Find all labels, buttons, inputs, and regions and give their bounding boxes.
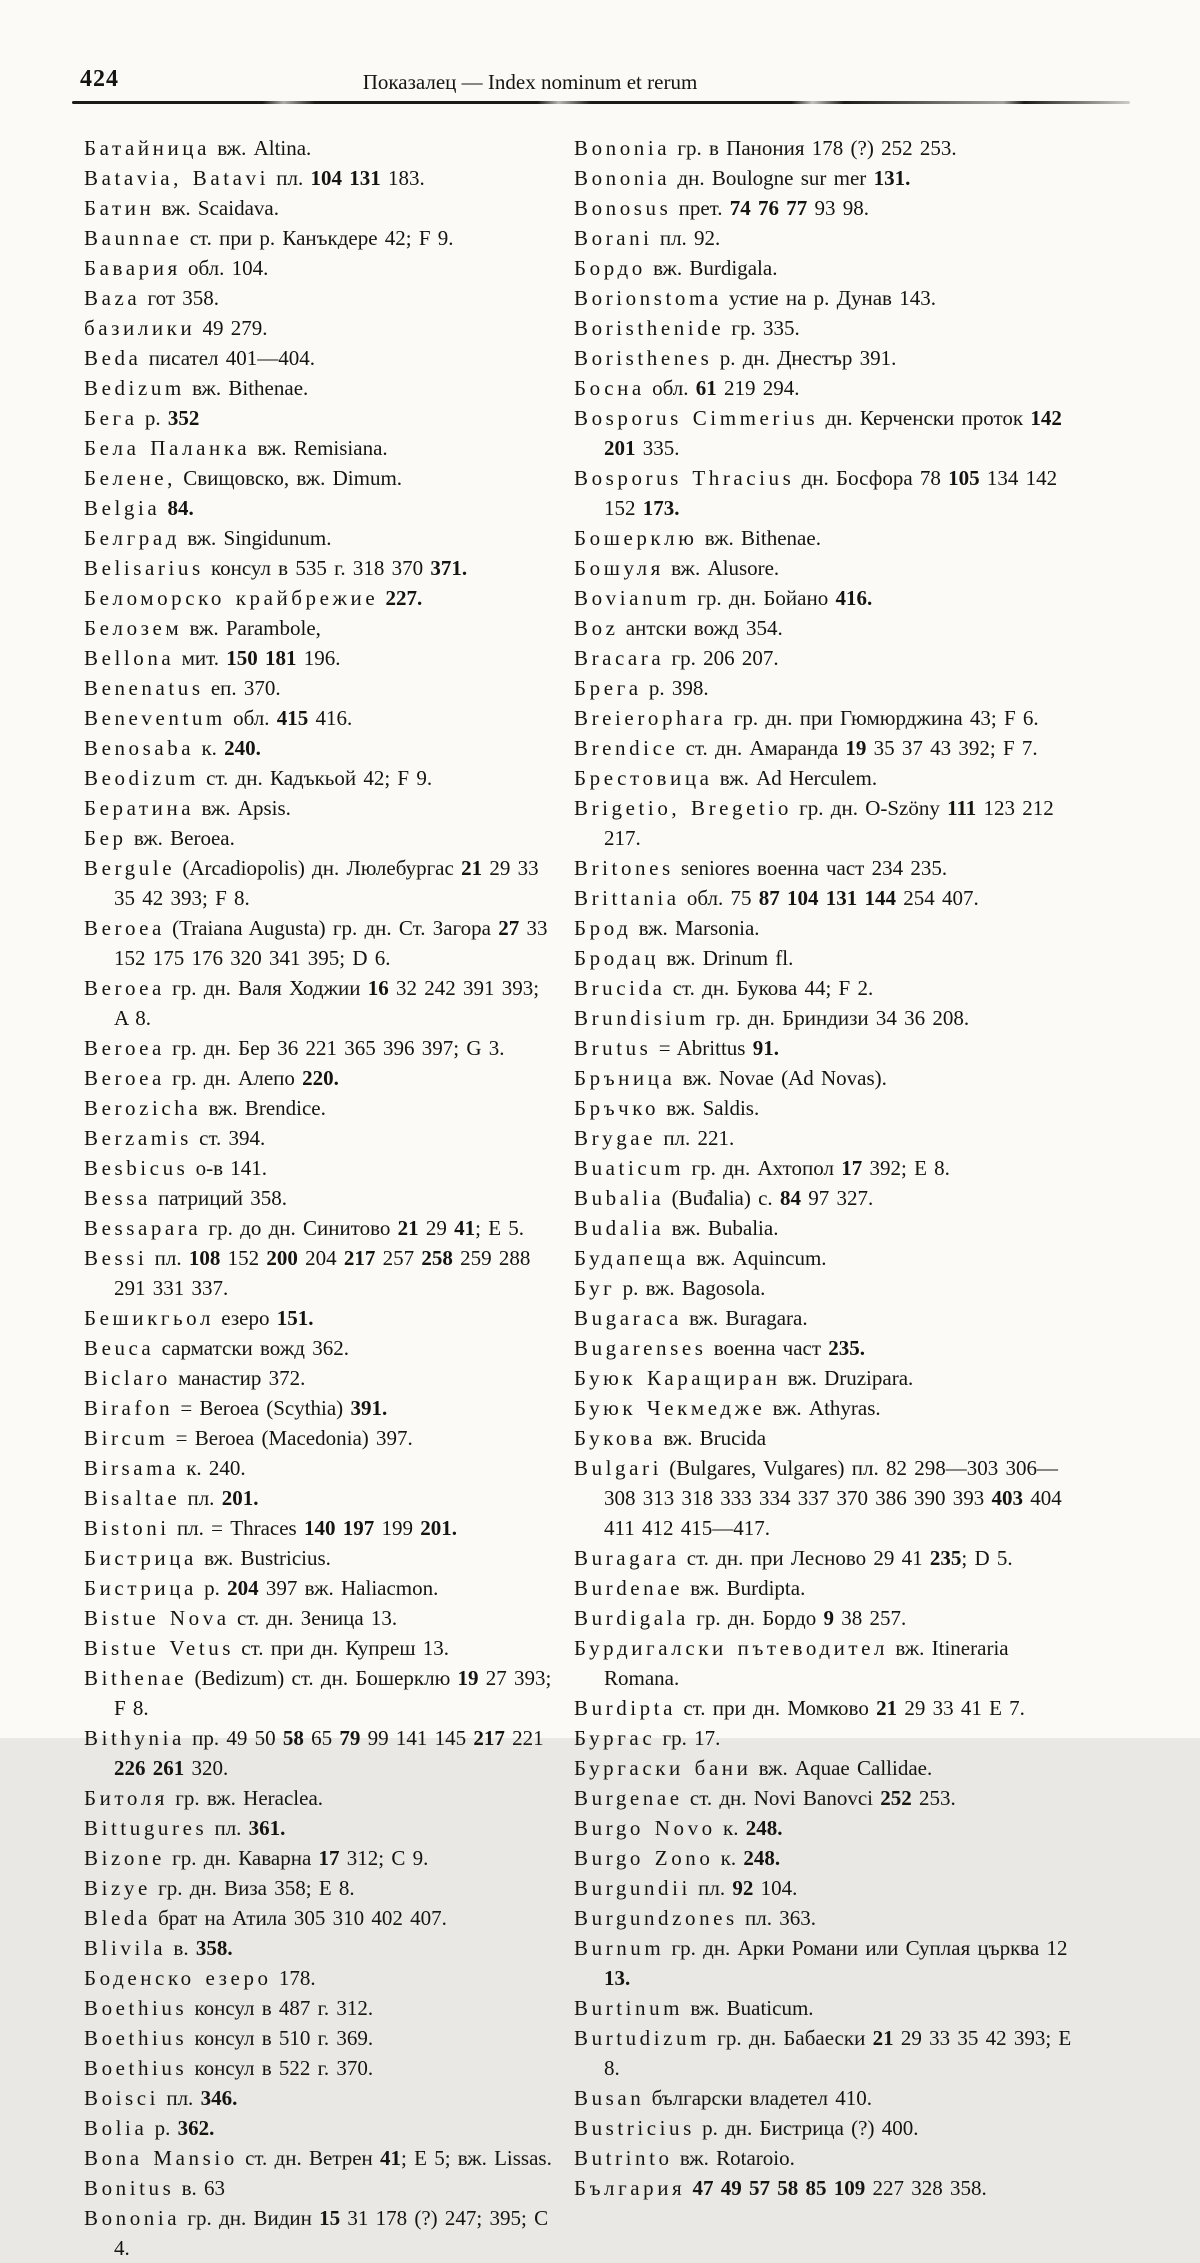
- entry-headword: Батайница: [84, 136, 210, 160]
- index-entry: Брестовица вж. Ad Herculem.: [574, 766, 878, 790]
- entry-headword: Brendice: [574, 736, 679, 760]
- index-entry: Бистрица р. 204 397 вж. Haliacmon.: [84, 1576, 439, 1600]
- index-entry: Буюк Чекмедже вж. Athyras.: [574, 1396, 881, 1420]
- index-entry: Burgo Novo к. 248.: [574, 1816, 783, 1840]
- entry-headword: Bessapara: [84, 1216, 202, 1240]
- entry-headword: България: [574, 2176, 686, 2200]
- index-entry: Бела Паланка вж. Remisiana.: [84, 436, 388, 460]
- index-entry: Boz антски вожд 354.: [574, 616, 783, 640]
- index-entry: Bononia гр. дн. Видин 15 31 178 (?) 247; 395; C 4.: [84, 2206, 549, 2260]
- entry-headword: Бръчко: [574, 1096, 660, 1120]
- entry-headword: Brittania: [574, 886, 680, 910]
- entry-headword: Bononia: [574, 166, 671, 190]
- entry-headword: Burgenae: [574, 1786, 683, 1810]
- entry-headword: Benenatus: [84, 676, 204, 700]
- entry-headword: Burtudizum: [574, 2026, 711, 2050]
- entry-headword: Boz: [574, 616, 619, 640]
- entry-headword: Бератина: [84, 796, 195, 820]
- index-entry: Бръница вж. Novae (Ad Novas).: [574, 1066, 887, 1090]
- index-entry: Beroea (Traiana Augusta) гр. дн. Ст. Загора 27 33 152 175 176 320 341 395; D 6.: [84, 916, 548, 970]
- index-entry: Burgundzones пл. 363.: [574, 1906, 816, 1930]
- index-entry: Буюк Каращиран вж. Druzipara.: [574, 1366, 914, 1390]
- index-entry: Burnum гр. дн. Арки Романи или Суплая църква 12 13.: [574, 1936, 1068, 1990]
- index-entry: Busan български владетел 410.: [574, 2086, 872, 2110]
- entry-headword: Bessi: [84, 1246, 148, 1270]
- entry-headword: Bulgari: [574, 1456, 662, 1480]
- entry-headword: Burgundzones: [574, 1906, 738, 1930]
- index-entry: Бродац вж. Drinum fl.: [574, 946, 794, 970]
- entry-headword: Бистрица: [84, 1546, 197, 1570]
- index-entry: Buaticum гр. дн. Ахтопол 17 392; E 8.: [574, 1156, 950, 1180]
- entry-headword: Bistue Nova: [84, 1606, 230, 1630]
- index-entry: Buragara ст. дн. при Лесново 29 41 235; D 5.: [574, 1546, 1013, 1570]
- index-entry: Босна обл. 61 219 294.: [574, 376, 800, 400]
- index-entry: Berzamis ст. 394.: [84, 1126, 266, 1150]
- index-entry: Butrinto вж. Rotaroio.: [574, 2146, 795, 2170]
- index-entry: Bolia р. 362.: [84, 2116, 215, 2140]
- index-entry: Bonosus прет. 74 76 77 93 98.: [574, 196, 870, 220]
- index-entry: Bugarenses военна част 235.: [574, 1336, 866, 1360]
- index-entry: Bovianum гр. дн. Бойано 416.: [574, 586, 873, 610]
- index-entry: Bedizum вж. Bithenae.: [84, 376, 309, 400]
- index-entry: Beda писател 401—404.: [84, 346, 315, 370]
- index-entry: Brygae пл. 221.: [574, 1126, 735, 1150]
- entry-headword: Бошерклю: [574, 526, 698, 550]
- entry-headword: Burgo Zono: [574, 1846, 714, 1870]
- index-entry: Burgo Zono к. 248.: [574, 1846, 781, 1870]
- entry-headword: Burgundii: [574, 1876, 691, 1900]
- index-entry: Букова вж. Brucida: [574, 1426, 767, 1450]
- index-entry: Bleda брат на Атила 305 310 402 407.: [84, 1906, 447, 1930]
- entry-headword: Buaticum: [574, 1156, 685, 1180]
- entry-headword: Bleda: [84, 1906, 151, 1930]
- index-entry: Bistue Vetus ст. при дн. Купреш 13.: [84, 1636, 450, 1660]
- index-entry: Bugaraca вж. Buragara.: [574, 1306, 808, 1330]
- index-entry: Brigetio, Bregetio гр. дн. O-Szöny 111 123 212 217.: [574, 796, 1054, 850]
- entry-headword: Bovianum: [574, 586, 691, 610]
- entry-headword: Budalia: [574, 1216, 665, 1240]
- index-entry: Бистрица вж. Bustricius.: [84, 1546, 331, 1570]
- index-entry: Bubalia (Buđalia) с. 84 97 327.: [574, 1186, 874, 1210]
- entry-headword: Бега: [84, 406, 138, 430]
- page-number: 424: [80, 66, 119, 92]
- entry-headword: Belgia: [84, 496, 161, 520]
- index-entry: Бешикгьол езеро 151.: [84, 1306, 314, 1330]
- entry-headword: Bittugures: [84, 1816, 208, 1840]
- entry-headword: Burdipta: [574, 1696, 677, 1720]
- index-entry: Белград вж. Singidunum.: [84, 526, 332, 550]
- entry-headword: Boristhenes: [574, 346, 713, 370]
- entry-headword: Benosaba: [84, 736, 195, 760]
- index-entry: Батайница вж. Altina.: [84, 136, 312, 160]
- entry-headword: Белозем: [84, 616, 183, 640]
- entry-headword: Батин: [84, 196, 155, 220]
- index-entry: Biclaro манастир 372.: [84, 1366, 306, 1390]
- entry-headword: Bistoni: [84, 1516, 170, 1540]
- entry-headword: Baza: [84, 286, 141, 310]
- index-entry: Burtinum вж. Buaticum.: [574, 1996, 814, 2020]
- entry-headword: Брега: [574, 676, 642, 700]
- entry-headword: Burdigala: [574, 1606, 689, 1630]
- entry-headword: Beroea: [84, 916, 165, 940]
- index-entry: Brundisium гр. дн. Бриндизи 34 36 208.: [574, 1006, 970, 1030]
- index-entry: Budalia вж. Bubalia.: [574, 1216, 779, 1240]
- entry-headword: Bosporus Thracius: [574, 466, 795, 490]
- entry-headword: Bracara: [574, 646, 665, 670]
- index-entry: Белене, Свищовско, вж. Dimum.: [84, 466, 403, 490]
- entry-headword: Bolia: [84, 2116, 148, 2140]
- entry-headword: Bustricius: [574, 2116, 695, 2140]
- entry-headword: Burnum: [574, 1936, 665, 1960]
- entry-headword: Birafon: [84, 1396, 174, 1420]
- index-entry: Birsama к. 240.: [84, 1456, 246, 1480]
- entry-headword: Бордо: [574, 256, 646, 280]
- index-entry: Bergule (Arcadiopolis) дн. Люлебургас 21 29 33 35 42 393; F 8.: [84, 856, 539, 910]
- index-entry: Bizye гр. дн. Виза 358; E 8.: [84, 1876, 355, 1900]
- index-entry: Beroea гр. дн. Валя Ходжии 16 32 242 391 393; A 8.: [84, 976, 540, 1030]
- entry-headword: Бродац: [574, 946, 660, 970]
- index-entry: Burtudizum гр. дн. Бабаески 21 29 33 35 42 393; E 8.: [574, 2026, 1072, 2080]
- entry-headword: Birsama: [84, 1456, 179, 1480]
- index-entry: Beroea гр. дн. Алепо 220.: [84, 1066, 339, 1090]
- entry-headword: Berzamis: [84, 1126, 192, 1150]
- index-entry: Beroea гр. дн. Бер 36 221 365 396 397; G 3.: [84, 1036, 505, 1060]
- index-entry: Breierophara гр. дн. при Гюмюрджина 43; F 6.: [574, 706, 1039, 730]
- index-entry: Bosporus Cimmerius дн. Керченски проток 142 201 335.: [574, 406, 1062, 460]
- entry-headword: Beroea: [84, 976, 165, 1000]
- index-entry: Bithynia пр. 49 50 58 65 79 99 141 145 217 221 226 261 320.: [84, 1726, 544, 1780]
- entry-headword: Boethius: [84, 2026, 188, 2050]
- entry-headword: Бургаски бани: [574, 1756, 752, 1780]
- entry-headword: Букова: [574, 1426, 657, 1450]
- index-entry: Bononia дн. Boulogne sur mer 131.: [574, 166, 911, 190]
- index-entry: Бошуля вж. Alusore.: [574, 556, 780, 580]
- entry-headword: Burgo Novo: [574, 1816, 716, 1840]
- entry-headword: Буг: [574, 1276, 616, 1300]
- index-entry: Burgundii пл. 92 104.: [574, 1876, 798, 1900]
- entry-headword: Butrinto: [574, 2146, 673, 2170]
- entry-headword: Brigetio, Bregetio: [574, 796, 792, 820]
- index-entry: Boethius консул в 510 г. 369.: [84, 2026, 374, 2050]
- entry-headword: Bosporus Cimmerius: [574, 406, 819, 430]
- index-entry: Бавария обл. 104.: [84, 256, 269, 280]
- entry-headword: Batavia, Batavi: [84, 166, 270, 190]
- index-entry: Besbicus о-в 141.: [84, 1156, 268, 1180]
- entry-headword: Бургас: [574, 1726, 656, 1750]
- index-entry: Bonitus в. 63: [84, 2176, 226, 2200]
- index-entry: Бошерклю вж. Bithenae.: [574, 526, 821, 550]
- entry-headword: Burtinum: [574, 1996, 684, 2020]
- index-entry: Brittania обл. 75 87 104 131 144 254 407.: [574, 886, 979, 910]
- entry-headword: Beroea: [84, 1066, 165, 1090]
- entry-headword: Brucida: [574, 976, 666, 1000]
- entry-headword: Боденско езеро: [84, 1966, 272, 1990]
- header-rule: [72, 101, 1130, 104]
- index-entry: Бръчко вж. Saldis.: [574, 1096, 760, 1120]
- entry-headword: Baunnae: [84, 226, 183, 250]
- entry-headword: Босна: [574, 376, 645, 400]
- left-column: [84, 133, 558, 2263]
- entry-headword: Borionstoma: [574, 286, 722, 310]
- entry-headword: Bessa: [84, 1186, 151, 1210]
- entry-headword: Bononia: [574, 136, 671, 160]
- entry-headword: Bonitus: [84, 2176, 175, 2200]
- entry-headword: Boisci: [84, 2086, 160, 2110]
- entry-headword: Bergule: [84, 856, 176, 880]
- entry-headword: Bistue Vetus: [84, 1636, 235, 1660]
- index-entry: Bittugures пл. 361.: [84, 1816, 286, 1840]
- entry-headword: Буюк Чекмедже: [574, 1396, 766, 1420]
- index-entry: Бега р. 352: [84, 406, 200, 430]
- index-entry: Бератина вж. Apsis.: [84, 796, 291, 820]
- index-entry: Boethius консул в 487 г. 312.: [84, 1996, 374, 2020]
- entry-headword: Belisarius: [84, 556, 204, 580]
- index-entry: Birafon = Beroea (Scythia) 391.: [84, 1396, 388, 1420]
- entry-headword: Beodizum: [84, 766, 199, 790]
- entry-headword: Бръница: [574, 1066, 676, 1090]
- index-entry: Bellona мит. 150 181 196.: [84, 646, 341, 670]
- entry-headword: Bonosus: [574, 196, 672, 220]
- entry-headword: Boethius: [84, 2056, 188, 2080]
- index-entry: Benenatus еп. 370.: [84, 676, 281, 700]
- index-entry: България 47 49 57 58 85 109 227 328 358.: [574, 2176, 987, 2200]
- entry-headword: Besbicus: [84, 1156, 189, 1180]
- right-column: [574, 133, 1076, 2263]
- index-entry: базилики 49 279.: [84, 316, 268, 340]
- entry-headword: Borani: [574, 226, 653, 250]
- entry-headword: Белене,: [84, 466, 176, 490]
- index-entry: Bona Mansio ст. дн. Ветрен 41; E 5; вж. Lissas.: [84, 2146, 552, 2170]
- entry-headword: Беломорско крайбрежие: [84, 586, 379, 610]
- entry-headword: Bubalia: [574, 1186, 665, 1210]
- index-entry: Beodizum ст. дн. Кадъкьой 42; F 9.: [84, 766, 433, 790]
- entry-headword: Britones: [574, 856, 674, 880]
- index-entry: Будапеща вж. Aquincum.: [574, 1246, 827, 1270]
- index-entry: Bistue Nova ст. дн. Зеница 13.: [84, 1606, 398, 1630]
- index-entry: Bononia гр. в Панония 178 (?) 252 253.: [574, 136, 957, 160]
- index-entry: Бурдигалски пътеводител вж. Itineraria Romana.: [574, 1636, 1009, 1690]
- entry-headword: Brutus: [574, 1036, 652, 1060]
- index-entry: Belisarius консул в 535 г. 318 370 371.: [84, 556, 468, 580]
- index-entry: Bessa патриций 358.: [84, 1186, 287, 1210]
- index-entry: Брега р. 398.: [574, 676, 709, 700]
- index-entry: Брод вж. Marsonia.: [574, 916, 760, 940]
- entry-headword: Бер: [84, 826, 127, 850]
- index-entry: Bulgari (Bulgares, Vulgares) пл. 82 298—303 306—308 313 318 333 334 337 370 386 390 393 403 404 411 412 415—417.: [574, 1456, 1062, 1540]
- entry-headword: Blivila: [84, 1936, 167, 1960]
- index-columns: [84, 133, 1144, 2263]
- index-entry: Brutus = Abrittus 91.: [574, 1036, 779, 1060]
- entry-headword: Beneventum: [84, 706, 226, 730]
- index-entry: Benosaba к. 240.: [84, 736, 261, 760]
- entry-headword: Бистрица: [84, 1576, 197, 1600]
- entry-headword: Bircum: [84, 1426, 169, 1450]
- index-entry: Белозем вж. Parambole,: [84, 616, 321, 640]
- entry-headword: Biclaro: [84, 1366, 171, 1390]
- entry-headword: Bona Mansio: [84, 2146, 238, 2170]
- index-entry: Bessapara гр. до дн. Синитово 21 29 41; E 5.: [84, 1216, 525, 1240]
- index-entry: Bustricius р. дн. Бистрица (?) 400.: [574, 2116, 919, 2140]
- index-entry: Boristhenide гр. 335.: [574, 316, 800, 340]
- index-entry: Bracara гр. 206 207.: [574, 646, 779, 670]
- index-entry: Beuca сарматски вожд 362.: [84, 1336, 349, 1360]
- index-entry: Baza гот 358.: [84, 286, 219, 310]
- entry-headword: Brundisium: [574, 1006, 709, 1030]
- entry-headword: Бела Паланка: [84, 436, 251, 460]
- entry-headword: Битоля: [84, 1786, 168, 1810]
- entry-headword: Breierophara: [574, 706, 727, 730]
- entry-headword: Бурдигалски пътеводител: [574, 1636, 889, 1660]
- index-entry: Burdigala гр. дн. Бордо 9 38 257.: [574, 1606, 907, 1630]
- entry-headword: Beda: [84, 346, 142, 370]
- entry-headword: Busan: [574, 2086, 645, 2110]
- index-entry: Бургас гр. 17.: [574, 1726, 721, 1750]
- running-title: Показалец — Index nominum et rerum: [362, 70, 698, 94]
- index-entry: Brucida ст. дн. Букова 44; F 2.: [574, 976, 874, 1000]
- entry-headword: Bizye: [84, 1876, 151, 1900]
- entry-headword: Бавария: [84, 256, 181, 280]
- index-entry: Битоля гр. вж. Heraclea.: [84, 1786, 324, 1810]
- index-entry: Belgia 84.: [84, 496, 194, 520]
- entry-headword: Будапеща: [574, 1246, 690, 1270]
- entry-headword: Bononia: [84, 2206, 181, 2230]
- entry-headword: базилики: [84, 316, 196, 340]
- entry-headword: Bugarenses: [574, 1336, 707, 1360]
- index-entry: Burgenae ст. дн. Novi Banovci 252 253.: [574, 1786, 956, 1810]
- index-entry: Bosporus Thracius дн. Босфора 78 105 134 142 152 173.: [574, 466, 1058, 520]
- index-entry: Batavia, Batavi пл. 104 131 183.: [84, 166, 425, 190]
- entry-headword: Брод: [574, 916, 632, 940]
- index-entry: Boristhenes р. дн. Днестър 391.: [574, 346, 897, 370]
- index-entry: Bistoni пл. = Thraces 140 197 199 201.: [84, 1516, 457, 1540]
- entry-headword: Буюк Каращиран: [574, 1366, 781, 1390]
- index-entry: Бер вж. Beroea.: [84, 826, 235, 850]
- entry-headword: Boethius: [84, 1996, 188, 2020]
- index-entry: Burdenae вж. Burdipta.: [574, 1576, 806, 1600]
- entry-headword: Бошуля: [574, 556, 664, 580]
- index-entry: Боденско езеро 178.: [84, 1966, 316, 1990]
- entry-headword: Buragara: [574, 1546, 680, 1570]
- index-entry: Беломорско крайбрежие 227.: [84, 586, 423, 610]
- entry-headword: Beuca: [84, 1336, 155, 1360]
- index-entry: Brendice ст. дн. Амаранда 19 35 37 43 392; F 7.: [574, 736, 1038, 760]
- index-entry: Berozicha вж. Brendice.: [84, 1096, 326, 1120]
- entry-headword: Brygae: [574, 1126, 657, 1150]
- entry-headword: Berozicha: [84, 1096, 202, 1120]
- entry-headword: Bisaltae: [84, 1486, 181, 1510]
- entry-headword: Burdenae: [574, 1576, 684, 1600]
- index-entry: Батин вж. Scaidava.: [84, 196, 279, 220]
- entry-headword: Bugaraca: [574, 1306, 682, 1330]
- index-entry: Britones seniores военна част 234 235.: [574, 856, 948, 880]
- index-entry: Bisaltae пл. 201.: [84, 1486, 259, 1510]
- index-entry: Бургаски бани вж. Aquae Callidae.: [574, 1756, 933, 1780]
- index-entry: Bircum = Beroea (Macedonia) 397.: [84, 1426, 413, 1450]
- index-entry: Boisci пл. 346.: [84, 2086, 238, 2110]
- index-entry: Буг р. вж. Bagosola.: [574, 1276, 766, 1300]
- index-entry: Burdipta ст. при дн. Момково 21 29 33 41 E 7.: [574, 1696, 1025, 1720]
- index-entry: Boethius консул в 522 г. 370.: [84, 2056, 374, 2080]
- index-entry: Бордо вж. Burdigala.: [574, 256, 778, 280]
- entry-headword: Boristhenide: [574, 316, 725, 340]
- entry-headword: Bedizum: [84, 376, 185, 400]
- entry-headword: Bithynia: [84, 1726, 185, 1750]
- entry-headword: Bithenae: [84, 1666, 188, 1690]
- index-entry: Bessi пл. 108 152 200 204 217 257 258 259 288 291 331 337.: [84, 1246, 531, 1300]
- entry-headword: Beroea: [84, 1036, 165, 1060]
- entry-headword: Bizone: [84, 1846, 165, 1870]
- entry-headword: Bellona: [84, 646, 175, 670]
- index-entry: Borionstoma устие на р. Дунав 143.: [574, 286, 936, 310]
- index-entry: Bizone гр. дн. Каварна 17 312; C 9.: [84, 1846, 429, 1870]
- index-entry: Baunnae ст. при р. Канъкдере 42; F 9.: [84, 226, 454, 250]
- index-entry: Borani пл. 92.: [574, 226, 721, 250]
- index-entry: Blivila в. 358.: [84, 1936, 233, 1960]
- entry-headword: Брестовица: [574, 766, 713, 790]
- entry-headword: Белград: [84, 526, 180, 550]
- index-entry: Beneventum обл. 415 416.: [84, 706, 353, 730]
- index-entry: Bithenae (Bedizum) ст. дн. Бошерклю 19 27 393; F 8.: [84, 1666, 552, 1720]
- entry-headword: Бешикгьол: [84, 1306, 215, 1330]
